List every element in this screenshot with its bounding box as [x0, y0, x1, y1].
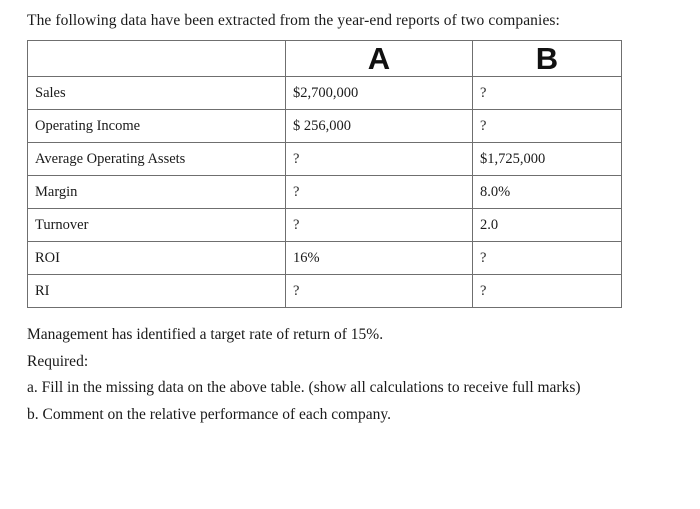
cell-a-sales: $2,700,000	[286, 77, 473, 110]
header-blank-cell	[28, 41, 286, 77]
row-label-margin: Margin	[28, 176, 286, 209]
cell-b-operating-income: ?	[473, 110, 622, 143]
row-label-turnover: Turnover	[28, 209, 286, 242]
cell-a-turnover: ?	[286, 209, 473, 242]
notes-section	[27, 322, 581, 428]
intro-text: The following data have been extracted from the year-end reports of two companies:	[27, 12, 560, 29]
row-label-sales: Sales	[28, 77, 286, 110]
cell-b-turnover: 2.0	[473, 209, 622, 242]
company-b-label: B	[535, 41, 559, 76]
cell-b-sales: ?	[473, 77, 622, 110]
cell-b-ri: ?	[473, 275, 622, 308]
table-row	[28, 143, 622, 176]
cell-b-margin: 8.0%	[473, 176, 622, 209]
cell-a-operating-income: $ 256,000	[286, 110, 473, 143]
cell-a-roi: 16%	[286, 242, 473, 275]
table-row	[28, 242, 622, 275]
row-label-ri: RI	[28, 275, 286, 308]
required-item-b: b. Comment on the relative performance of each company.	[27, 405, 391, 423]
cell-a-margin: ?	[286, 176, 473, 209]
table-header-row	[28, 41, 622, 77]
header-company-b	[473, 41, 622, 77]
table-row	[28, 176, 622, 209]
cell-b-roi: ?	[473, 242, 622, 275]
header-company-a	[286, 41, 473, 77]
table-row	[28, 110, 622, 143]
cell-a-ri: ?	[286, 275, 473, 308]
table-row	[28, 275, 622, 308]
required-item-a: a. Fill in the missing data on the above table. (show all calculations to receive full marks)	[27, 379, 581, 396]
company-a-label: A	[367, 41, 391, 76]
company-data-table	[27, 40, 622, 308]
row-label-roi: ROI	[28, 242, 286, 275]
row-label-operating-income: Operating Income	[28, 110, 286, 143]
required-heading: Required:	[27, 352, 89, 370]
row-label-average-operating-assets: Average Operating Assets	[28, 143, 286, 176]
cell-b-average-operating-assets: $1,725,000	[473, 143, 622, 176]
target-rate-text: Management has identified a target rate of return of 15%.	[27, 326, 384, 343]
table-row	[28, 77, 622, 110]
cell-a-average-operating-assets: ?	[286, 143, 473, 176]
table-row	[28, 209, 622, 242]
